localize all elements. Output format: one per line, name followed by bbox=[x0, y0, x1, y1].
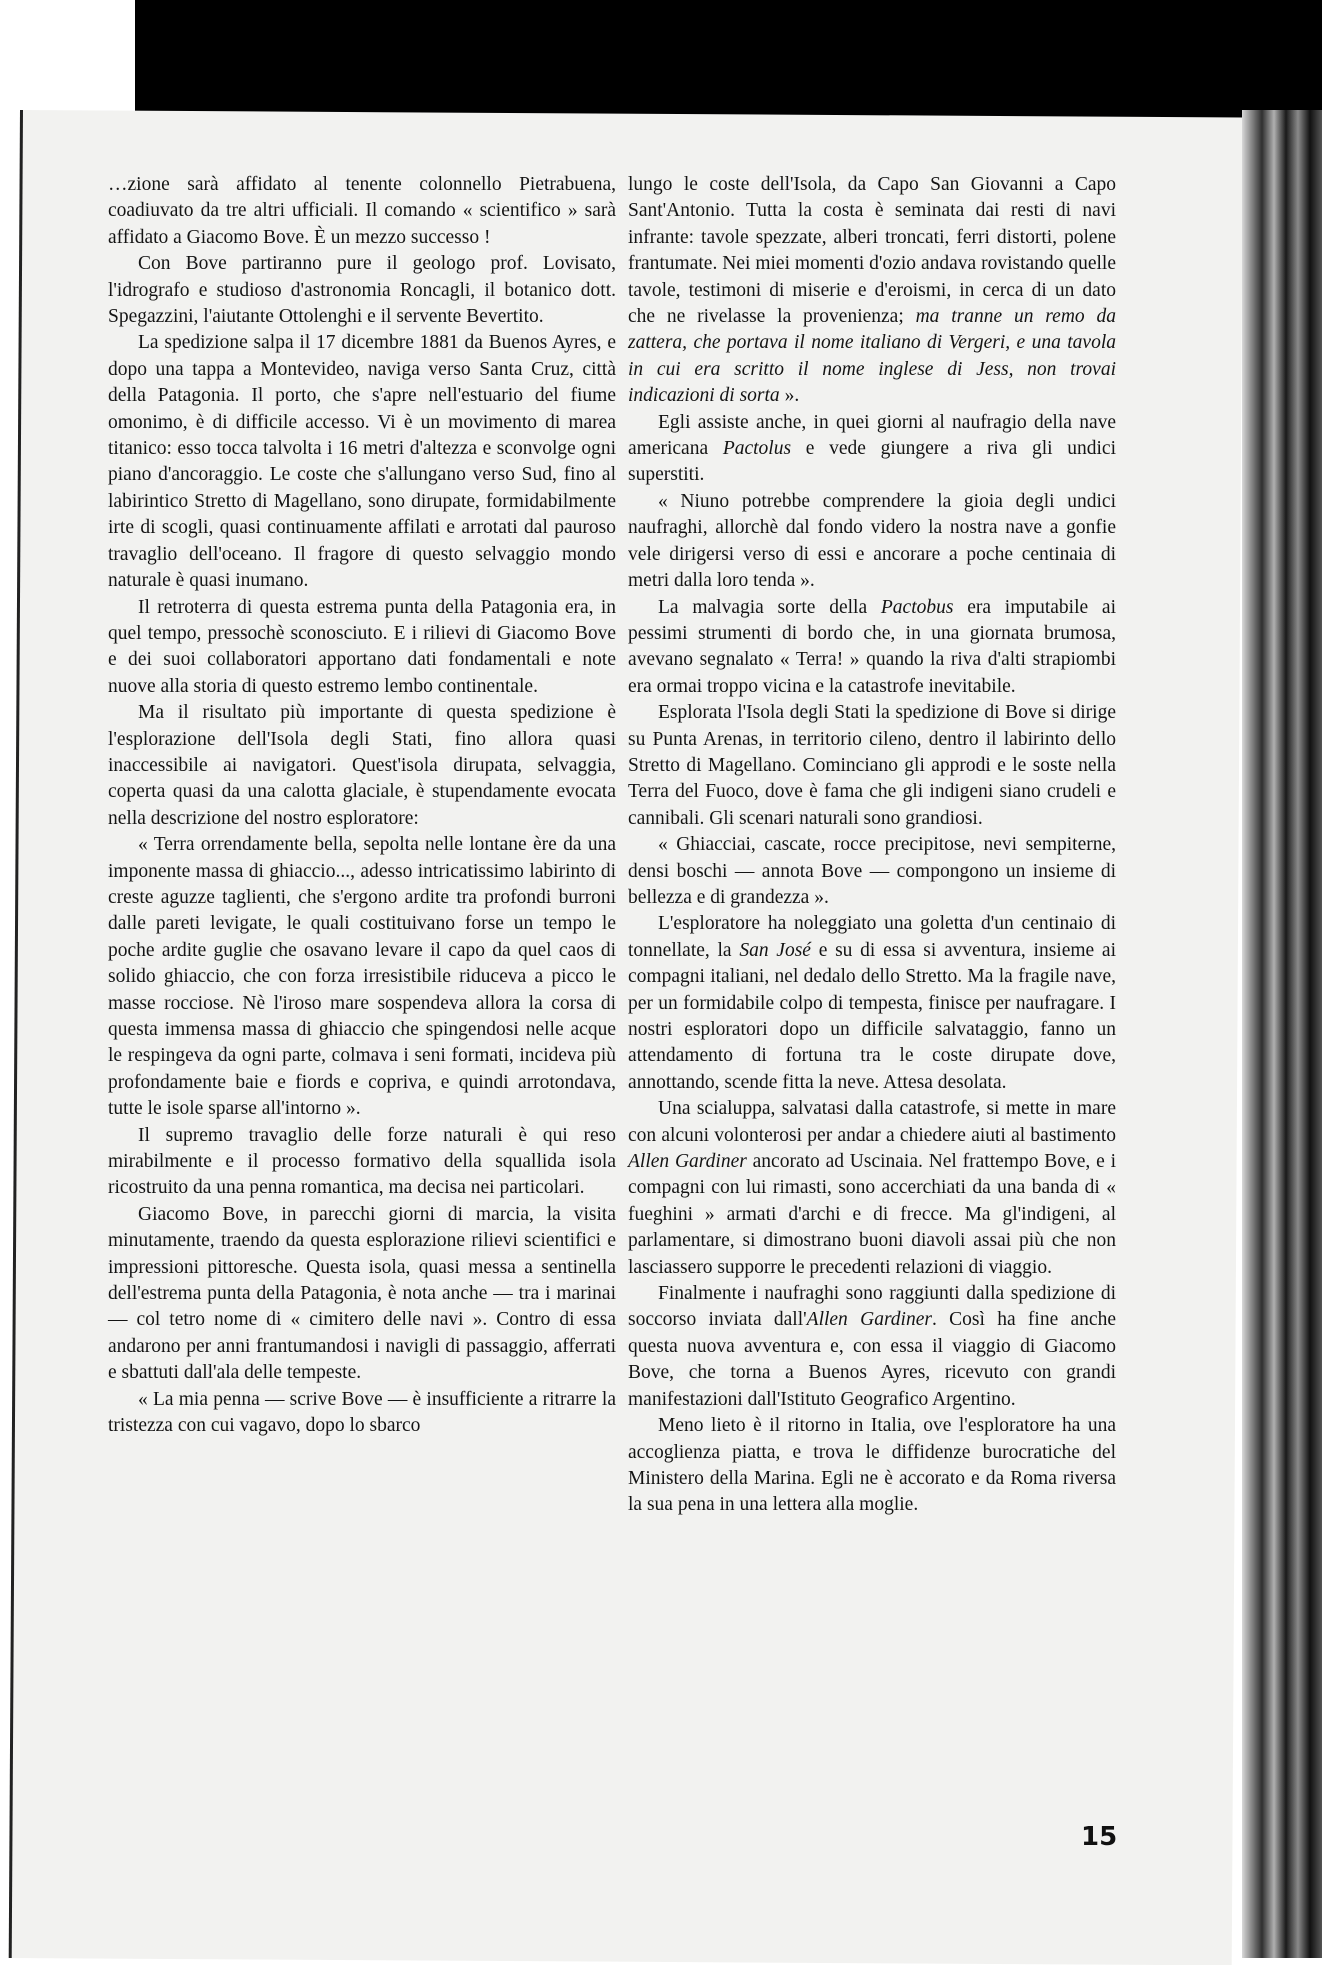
ship-name: San José bbox=[739, 939, 811, 961]
text-run: era imputabile ai pessimi strumenti di bordo che, in una giornata brumosa, avevano segnalato « Terra! » quando la riva d'alti strapiombi era ormai troppo vicina e la catastrofe inevitabile. bbox=[628, 596, 1116, 697]
text-run: lungo le coste dell'Isola, da Capo San Giovanni a Capo Sant'Antonio. Tutta la costa è seminata dai resti di navi infrante: tavole spezzate, alberi troncati, ferri distorti, polene frantumate. Nei miei momenti d'ozio andava rovistando quelle tavole, testimoni di miserie e d'eroismi, in cerca di un dato che ne rivelasse la provenienza; bbox=[628, 174, 1116, 328]
paragraph bbox=[628, 410, 1116, 489]
paragraph bbox=[628, 1281, 1116, 1413]
ship-name: Allen Gardiner bbox=[806, 1309, 932, 1331]
text-run: e su di essa si avventura, insieme ai compagni italiani, nel dedalo dello Stretto. Ma la fragile nave, per un formidabile colpo di tempesta, finisce per naufragare. I nostri esploratori dopo un difficile salvataggio, fanno un attendamento di fortuna tra le coste dirupate dove, annottando, scende fitta la neve. Attesa desolata. bbox=[628, 939, 1116, 1093]
paragraph: Con Bove partiranno pure il geologo prof. Lovisato, l'idrografo e studioso d'astronomia Roncagli, il botanico dott. Spegazzini, l'aiutante Ottolenghi e il servente Bevertito. bbox=[108, 253, 616, 328]
paragraph bbox=[628, 911, 1116, 1096]
quote-paragraph: « La mia penna — scrive Bove — è insufficiente a ritrarre la tristezza con cui vagavo, dopo lo sbarco bbox=[108, 1388, 616, 1437]
text-run: Una scialuppa, salvatasi dalla catastrofe, si mette in mare con alcuni volonterosi per andar a chiedere aiuti al bastimento bbox=[628, 1098, 1116, 1146]
text-run: L'esploratore ha noleggiato una goletta d'un centinaio di tonnellate, la bbox=[628, 913, 1116, 961]
ship-name: Pactobus bbox=[880, 596, 954, 618]
quote-paragraph: « Ghiacciai, cascate, rocce precipitose, nevi sempiterne, densi boschi — annota Bove — compongono un insieme di bellezza e di grandezza ». bbox=[628, 834, 1116, 908]
paragraph: La spedizione salpa il 17 dicembre 1881 da Buenos Ayres, e dopo una tappa a Montevideo, naviga verso Santa Cruz, città della Patagonia. Il porto, che s'apre nell'estuario del fiume omonimo, è di difficile accesso. Vi è un movimento di marea titanico: esso tocca talvolta i 16 metri d'altezza e sconvolge ogni piano d'ancoraggio. Le coste che s'allungano verso Sud, fino al labirintico Stretto di Magellano, sono dirupate, formidabilmente irte di scogli, quasi continuamente affilati e arrotati dal pauroso travaglio dell'oceano. Il fragore di questo selvaggio mondo naturale è quasi inumano. bbox=[108, 332, 616, 592]
text-run: Egli assiste anche, in quei giorni al naufragio della nave americana bbox=[628, 411, 1116, 460]
quote-paragraph: « Niuno potrebbe comprendere la gioia degli undici naufraghi, allorchè dal fondo videro la nostra nave a gonfie vele dirigersi verso di essi e ancorare a poche centinaia di metri dalla loro tenda ». bbox=[628, 490, 1116, 592]
text-run: ancorato ad Uscinaia. Nel frattempo Bove, e i compagni con lui rimasti, sono accerchiati da una banda di « fueghini » armati d'archi e di frecce. Ma gl'indigeni, al parlamentare, si dimostrano buoni diavoli assai più che non lasciassero supporre le precedenti relazioni di viaggio. bbox=[628, 1151, 1116, 1278]
page-number: 15 bbox=[1081, 1822, 1118, 1852]
text-run: . Così ha fine anche questa nuova avventura e, con essa il viaggio di Giacomo Bove, che torna a Buenos Ayres, ricevuto con grandi manifestazioni dall'Istituto Geografico Argentino. bbox=[628, 1309, 1116, 1410]
text-run: Finalmente i naufraghi sono raggiunti dalla spedizione di soccorso inviata dall' bbox=[628, 1283, 1116, 1331]
paragraph: Esplorata l'Isola degli Stati la spedizione di Bove si dirige su Punta Arenas, in territorio cileno, dentro il labirinto dello Stretto di Magellano. Cominciano gli approdi e le soste nella Terra del Fuoco, dove è fama che gli indigeni siano crudeli e cannibali. Gli scenari naturali sono grandiosi. bbox=[628, 702, 1116, 829]
paragraph: Meno lieto è il ritorno in Italia, ove l'esploratore ha una accoglienza piatta, e trova le diffidenze burocratiche del Ministero della Marina. Egli ne è accorato e da Roma riversa la sua pena in una lettera alla moglie. bbox=[628, 1415, 1116, 1516]
paragraph: …zione sarà affidato al tenente colonnello Pietrabuena, coadiuvato da tre altri ufficiali. Il comando « scientifico » sarà affidato a Giacomo Bove. È un mezzo successo ! bbox=[108, 174, 616, 248]
paragraph: Il retroterra di questa estrema punta della Patagonia era, in quel tempo, pressochè sconosciuto. E i rilievi di Giacomo Bove e dei suoi collaboratori apportano dati fondamentali e note nuove alla storia di questo estremo lembo continentale. bbox=[108, 596, 616, 697]
paragraph bbox=[628, 172, 1116, 410]
text-run: La malvagia sorte della bbox=[658, 596, 881, 618]
left-text-column bbox=[108, 172, 616, 1440]
text-run: ». bbox=[779, 385, 800, 407]
paragraph bbox=[628, 595, 1116, 701]
ship-name: Allen Gardiner bbox=[628, 1151, 747, 1173]
paragraph bbox=[628, 1096, 1116, 1281]
quote-paragraph: « Terra orrendamente bella, sepolta nelle lontane ère da una imponente massa di ghiaccio..., adesso intricatissimo labirinto di creste aguzze taglienti, che s'ergono ardite tra profondi burroni dalle pareti levigate, le quali costituivano forse un tempo le poche ardite guglie che osavano levare il capo da quel caos di solido ghiaccio, che con forza irresistibile riduceva a picco le masse rocciose. Nè l'iroso mare sospendeva allora la corsa di questa immensa massa di ghiaccio che spingendosi nelle acque le respingeva da ogni parte, colmava i seni formati, incideva più profondamente baie e fiords e copriva, e quindi arrotondava, tutte le isole sparse all'intorno ». bbox=[108, 834, 616, 1120]
book-spine-edge bbox=[1242, 110, 1322, 1958]
right-text-column bbox=[628, 172, 1116, 1519]
paragraph: Il supremo travaglio delle forze naturali è qui reso mirabilmente e il processo formativo della squallida isola ricostruito da una penna romantica, ma decisa nei particolari. bbox=[108, 1124, 616, 1199]
italic-run: ma tranne un remo da zattera, che portava il nome italiano di Vergeri, e una tavola in cui era scritto il nome inglese di Jess, non trovai indicazioni di sorta bbox=[628, 306, 1116, 407]
paragraph: Giacomo Bove, in parecchi giorni di marcia, la visita minutamente, traendo da questa esplorazione rilievi scientifici e impressioni pittoresche. Questa isola, quasi messa a sentinella dell'estrema punta della Patagonia, è nota anche — tra i marinai — col tetro nome di « cimitero delle navi ». Contro di essa andarono per anni frantumandosi i navigli di passaggio, afferrati e sbattuti dall'ala delle tempeste. bbox=[108, 1203, 616, 1384]
scan-dark-border bbox=[135, 0, 1322, 130]
text-run: e vede giungere a riva gli undici superstiti. bbox=[628, 438, 1116, 486]
ship-name: Pactolus bbox=[722, 438, 792, 460]
paragraph: Ma il risultato più importante di questa spedizione è l'esplorazione dell'Isola degli Stati, fino allora quasi inaccessibile ai navigatori. Quest'isola dirupata, selvaggia, coperta quasi da una calotta glaciale, è stupendamente evocata nella descrizione del nostro esploratore: bbox=[108, 702, 616, 829]
